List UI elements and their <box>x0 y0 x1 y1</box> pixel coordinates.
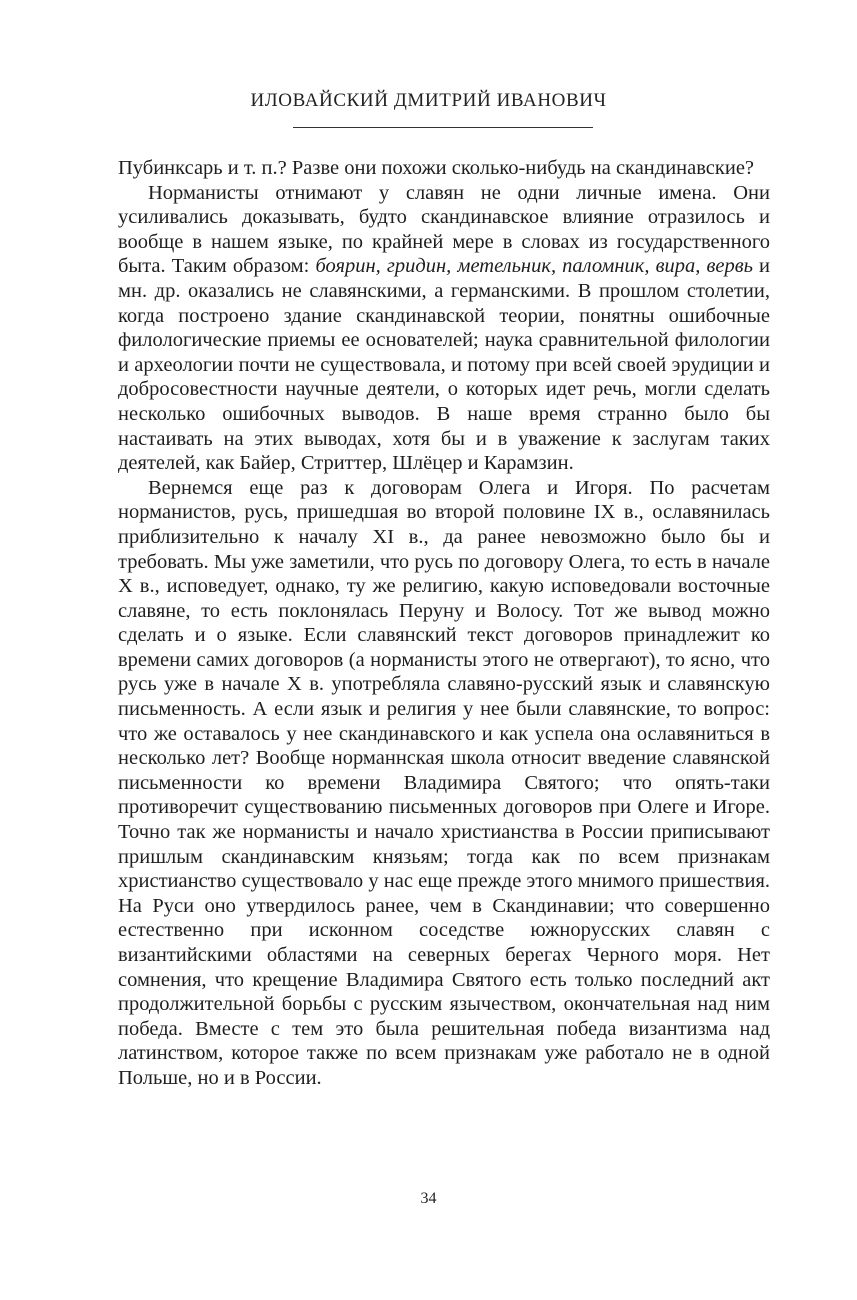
paragraph-text-part: Норманисты отнимают у славян не одни личные имена. Они усиливались доказывать, будто скандинавское влияние отразилось и вообще в нашем языке, по крайней мере в словах из государственного быта. Таким образом: <box>118 181 770 278</box>
paragraph-normanists-words <box>118 181 770 476</box>
italic-word-list: боярин, гридин, метельник, паломник, вира, вервь <box>315 255 753 278</box>
header-rule <box>293 127 593 128</box>
paragraph-continuation: Пубинксарь и т. п.? Разве они похожи сколько-нибудь на скандинавские? <box>118 157 755 179</box>
running-title: ИЛОВАЙСКИЙ ДМИТРИЙ ИВАНОВИЧ <box>250 90 607 111</box>
paragraph-treaties: Вернемся еще раз к договорам Олега и Игоря. По расчетам норманистов, русь, пришедшая во второй половине IX в., ославянилась приблизительно к началу XI в., да ранее невозможно было бы и требовать. Мы уже заметили, что русь по договору Олега, то есть в начале X в., исповедует, однако, ту же религию, какую исповедовали восточные славяне, то есть поклонялась Перуну и Волосу. Тот же вывод можно сделать и о языке. Если славянский текст договоров принадлежит ко времени самих договоров (а норманисты этого не отвергают), то ясно, что русь уже в начале X в. употребляла славяно-русский язык и славянскую письменность. А если язык и религия у нее были славянские, то вопрос: что же оставалось у нее скандинавского и как успела она ославяниться в несколько лет? Вообще норманнская школа относит введение славянской письменности ко времени Владимира Святого; что опять-таки противоречит существованию письменных договоров при Олеге и Игоре. Точно так же норманисты и начало христианства в России приписывают пришлым скандинавским князьям; тогда как по всем признакам христианство существовало у нас еще прежде этого мнимого пришествия. На Руси оно утвердилось ранее, чем в Скандинавии; что совершенно естественно при исконном соседстве южнорусских славян с византийскими областями на северных берегах Черного моря. Нет сомнения, что крещение Владимира Святого есть только последний акт продолжительной борьбы с русским язычеством, окончательная над ним победа. Вместе с тем это была решительная победа византизма над латинством, которое также по всем признакам уже работало не в одной Польше, но и в России. <box>118 476 770 1089</box>
paragraph-text-part: и мн. др. оказались не славянскими, а германскими. В прошлом столетии, когда построено здание скандинавской теории, понятны ошибочные филологические приемы ее основателей; наука сравнительной филологии и археологии почти не существовала, и потому при всей своей эрудиции и добросовестности научные деятели, о которых идет речь, могли сделать несколько ошибочных выводов. В наше время странно было бы настаивать на этих выводах, хотя бы и в уважение к заслугам таких деятелей, как Байер, Стриттер, Шлёцер и Карамзин. <box>118 255 770 475</box>
page-number: 34 <box>420 1190 437 1207</box>
body-text <box>118 156 770 1091</box>
